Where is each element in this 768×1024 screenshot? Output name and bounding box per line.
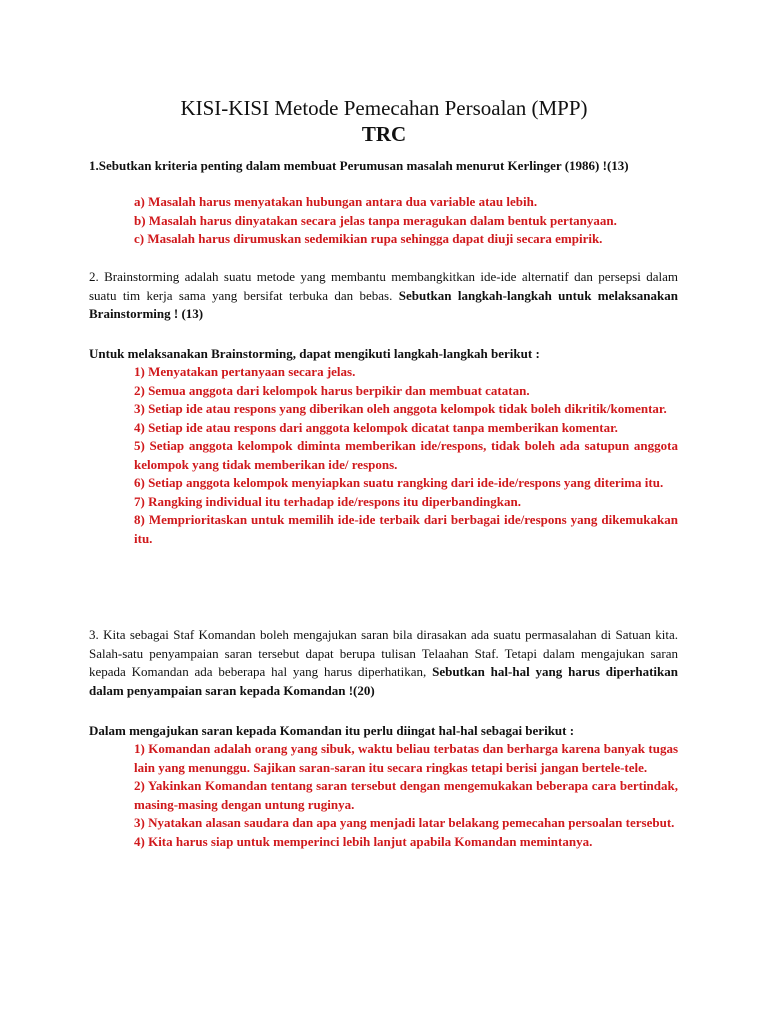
- answer-item: 2) Yakinkan Komandan tentang saran tersebut dengan mengemukakan beberapa cara bertindak, masing-masing dengan untung ruginya.: [134, 778, 678, 812]
- answer-item: 2) Semua anggota dari kelompok harus berpikir dan membuat catatan.: [134, 382, 530, 398]
- question-2-answers: [134, 363, 678, 548]
- question-3-answers: [134, 740, 678, 851]
- answer-item: c) Masalah harus dirumuskan sedemikian rupa sehingga dapat diuji secara empirik.: [134, 231, 603, 246]
- question-1: 1.Sebutkan kriteria penting dalam membuat Perumusan masalah menurut Kerlinger (1986) !(13): [89, 158, 629, 173]
- answer-item: 3) Nyatakan alasan saudara dan apa yang menjadi latar belakang pemecahan persoalan tersebut.: [134, 815, 675, 830]
- question-2-paragraph: [89, 268, 678, 324]
- answer-item: 6) Setiap anggota kelompok menyiapkan suatu rangking dari ide-ide/respons yang diterima itu.: [134, 475, 664, 490]
- answer-item: 4) Kita harus siap untuk memperinci lebih lanjut apabila Komandan memintanya.: [134, 833, 593, 849]
- question-2-prompt: Sebutkan langkah-langkah untuk melaksanakan Brainstorming ! (13): [89, 287, 678, 321]
- question-3-prompt: Sebutkan hal-hal yang harus diperhatikan dalam penyampaian saran kepada Komandan !(20): [89, 664, 678, 698]
- question-1-answers: [134, 193, 680, 249]
- answer-item: 7) Rangking individual itu terhadap ide/respons itu diperbandingkan.: [134, 493, 521, 509]
- question-2-text: 2. Brainstorming adalah suatu metode yang membantu membangkitkan ide-ide alternatif dan persepsi dalam suatu tim kerja sama yang bersifat terbuka dan bebas.: [89, 269, 678, 303]
- answer-item: 3) Setiap ide atau respons yang diberikan oleh anggota kelompok tidak boleh dikritik/komentar.: [134, 401, 667, 416]
- question-3-intro: Dalam mengajukan saran kepada Komandan itu perlu diingat hal-hal sebagai berikut :: [89, 723, 575, 738]
- question-2-intro: Untuk melaksanakan Brainstorming, dapat mengikuti langkah-langkah berikut :: [89, 346, 540, 361]
- answer-item: 4) Setiap ide atau respons dari anggota kelompok dicatat tanpa memberikan komentar.: [134, 419, 618, 435]
- answer-item: 8) Memprioritaskan untuk memilih ide-ide terbaik dari berbagai ide/respons yang dikemukakan itu.: [134, 512, 678, 546]
- answer-item: a) Masalah harus menyatakan hubungan antara dua variable atau lebih.: [134, 194, 538, 209]
- answer-item: b) Masalah harus dinyatakan secara jelas tanpa meragukan dalam bentuk pertanyaan.: [134, 212, 617, 228]
- answer-item: 5) Setiap anggota kelompok diminta memberikan ide/respons, tidak boleh ada satupun anggota kelompok yang tidak memberikan ide/ respons.: [134, 438, 678, 472]
- question-3-text: 3. Kita sebagai Staf Komandan boleh mengajukan saran bila dirasakan ada suatu permasalahan di Satuan kita. Salah-satu penyampaian saran tersebut dapat berupa tulisan Telaahan Staf. Tetapi dalam mengajukan saran kepada Komandan ada beberapa hal yang harus diperhatikan,: [89, 627, 678, 679]
- document-title: KISI-KISI Metode Pemecahan Persoalan (MPP): [180, 96, 588, 120]
- question-3-paragraph: [89, 626, 678, 700]
- answer-item: 1) Komandan adalah orang yang sibuk, waktu beliau terbatas dan berharga karena banyak tugas lain yang menunggu. Sajikan saran-saran itu secara ringkas tetapi berisi jangan bertele-tele.: [134, 741, 678, 775]
- document-subtitle: TRC: [361, 122, 407, 146]
- answer-item: 1) Menyatakan pertanyaan secara jelas.: [134, 364, 356, 379]
